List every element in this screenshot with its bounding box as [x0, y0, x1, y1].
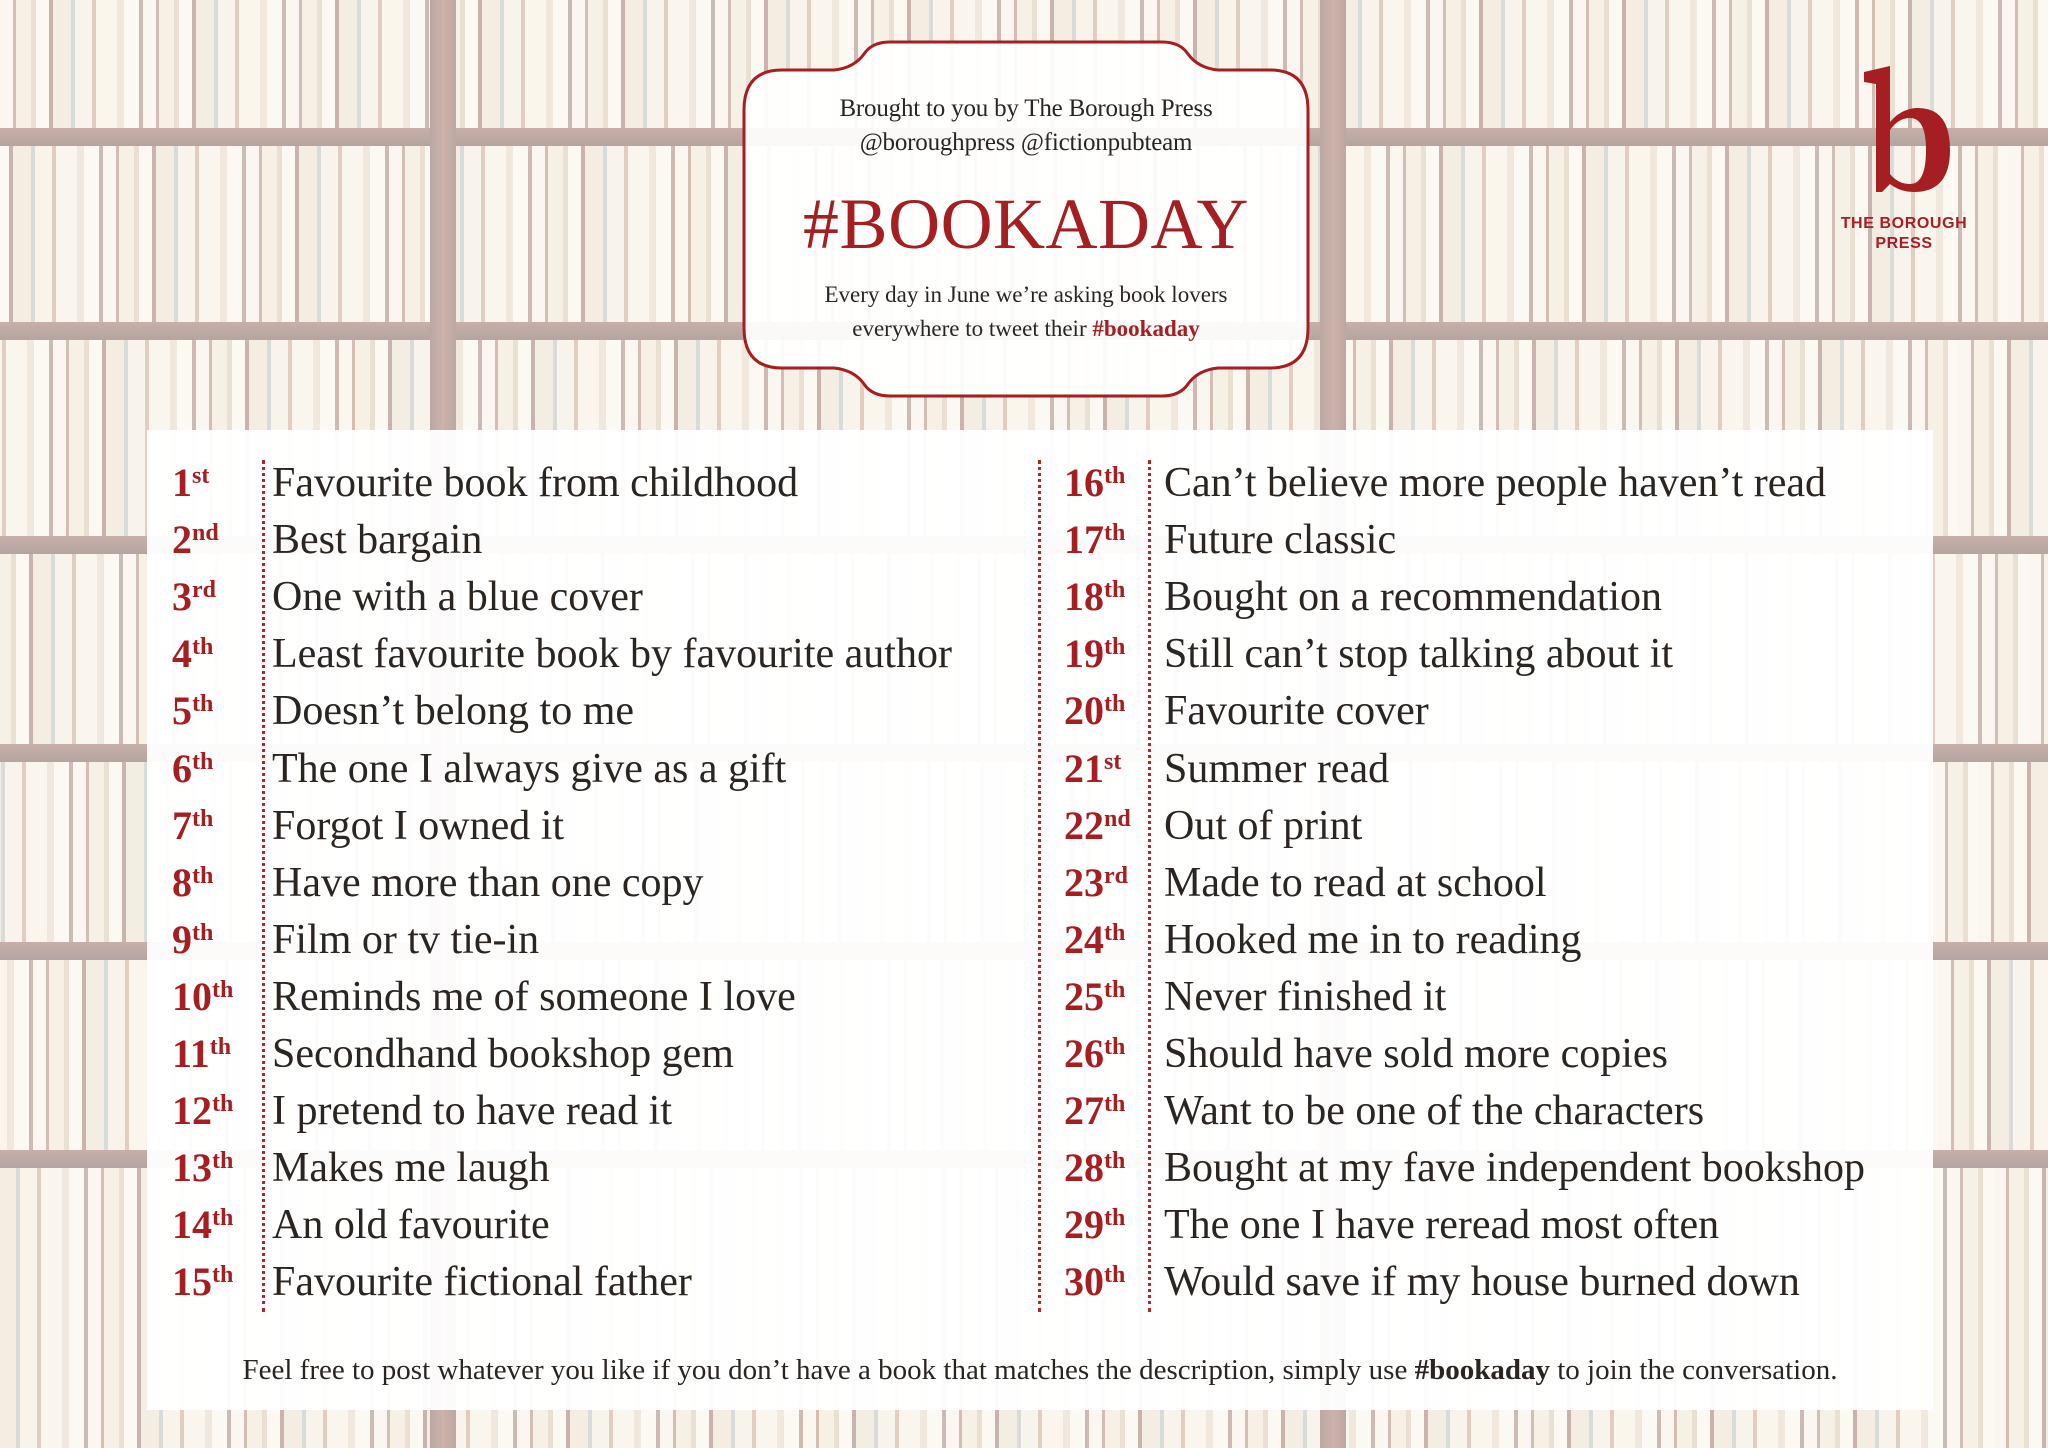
day-number [1064, 1257, 1142, 1307]
day-prompt: Never finished it [1164, 974, 1447, 1020]
day-number-value: 14 [172, 1202, 212, 1247]
day-prompt: Summer read [1164, 746, 1390, 792]
byline-publisher: Brought to you by The Borough Press [839, 95, 1213, 122]
day-number [1064, 858, 1142, 908]
dotted-divider-right [1148, 460, 1151, 1312]
day-number [172, 629, 250, 679]
day-number-suffix: th [212, 1148, 234, 1174]
day-number-suffix: th [1104, 1262, 1126, 1288]
day-number-suffix: th [1104, 1205, 1126, 1231]
day-number-suffix: st [192, 463, 210, 489]
day-prompt: The one I always give as a gift [272, 746, 787, 792]
day-number [172, 801, 250, 851]
day-number-value: 2 [172, 517, 192, 562]
day-prompt: Favourite book from childhood [272, 460, 799, 506]
byline-handles: @boroughpress @fictionpubteam [859, 129, 1193, 156]
day-number-value: 10 [172, 974, 212, 1019]
day-number-value: 25 [1064, 974, 1104, 1019]
day-number [1064, 686, 1142, 736]
day-number-value: 15 [172, 1259, 212, 1304]
day-prompt: Should have sold more copies [1164, 1031, 1668, 1077]
logo-b-mark [1854, 66, 1954, 196]
day-number-value: 8 [172, 860, 192, 905]
day-number-suffix: th [192, 920, 214, 946]
day-number [1064, 1086, 1142, 1136]
day-prompt: Future classic [1164, 517, 1397, 563]
header-plaque [740, 38, 1312, 400]
day-number-value: 7 [172, 803, 192, 848]
day-number [172, 744, 250, 794]
day-number-suffix: th [1104, 1091, 1126, 1117]
day-number-value: 13 [172, 1145, 212, 1190]
day-prompt: Want to be one of the characters [1164, 1088, 1705, 1134]
day-number [172, 1143, 250, 1193]
day-number-value: 18 [1064, 574, 1104, 619]
day-prompt: Made to read at school [1164, 860, 1547, 906]
day-prompt: Reminds me of someone I love [272, 974, 796, 1020]
day-number-suffix: th [1104, 1148, 1126, 1174]
intro-line-2 [740, 312, 1312, 346]
day-number-value: 19 [1064, 631, 1104, 676]
logo-name-line-2: PRESS [1875, 235, 1933, 252]
day-prompt: One with a blue cover [272, 574, 643, 620]
day-number [1064, 1029, 1142, 1079]
day-number [1064, 458, 1142, 508]
dotted-divider-left [262, 460, 265, 1312]
day-number-suffix: th [192, 749, 214, 775]
intro-line-1: Every day in June we’re asking book lovers [824, 282, 1228, 307]
day-number [172, 1200, 250, 1250]
footer-text-after: to join the conversation. [1557, 1354, 1838, 1386]
day-prompt: Doesn’t belong to me [272, 688, 635, 734]
day-number-suffix: rd [192, 577, 216, 603]
day-number-value: 1 [172, 460, 192, 505]
day-prompt: I pretend to have read it [272, 1088, 672, 1134]
day-number-value: 24 [1064, 917, 1104, 962]
day-prompt: The one I have reread most often [1164, 1202, 1720, 1248]
day-number [172, 915, 250, 965]
day-prompt: Still can’t stop talking about it [1164, 631, 1674, 677]
day-number-value: 22 [1064, 803, 1104, 848]
day-prompt: An old favourite [272, 1202, 550, 1248]
day-number [1064, 629, 1142, 679]
day-number-suffix: th [1104, 520, 1126, 546]
day-number-value: 6 [172, 746, 192, 791]
day-prompt: Film or tv tie-in [272, 917, 540, 963]
day-number-suffix: th [192, 806, 214, 832]
day-number [172, 572, 250, 622]
day-prompt: Favourite fictional father [272, 1259, 692, 1305]
day-prompt: Have more than one copy [272, 860, 704, 906]
day-number-suffix: th [192, 634, 214, 660]
day-number-value: 5 [172, 688, 192, 733]
day-number [172, 1257, 250, 1307]
day-prompt: Hooked me in to reading [1164, 917, 1582, 963]
day-number-value: 9 [172, 917, 192, 962]
day-number [172, 686, 250, 736]
day-prompt: Would save if my house burned down [1164, 1259, 1800, 1305]
day-number-suffix: th [209, 1034, 232, 1060]
day-number [172, 972, 250, 1022]
footer-note [147, 1350, 1933, 1390]
day-number-suffix: th [1104, 463, 1126, 489]
day-number [172, 1029, 250, 1079]
day-prompt: Bought on a recommendation [1164, 574, 1663, 620]
day-number-suffix: nd [192, 520, 219, 546]
dotted-divider-middle [1038, 460, 1041, 1312]
day-number-suffix: th [212, 977, 234, 1003]
day-number-value: 20 [1064, 688, 1104, 733]
day-number [172, 515, 250, 565]
day-number-value: 17 [1064, 517, 1104, 562]
day-number [1064, 801, 1142, 851]
day-number [1064, 744, 1142, 794]
day-number-suffix: th [212, 1091, 234, 1117]
day-number-suffix: th [1104, 634, 1126, 660]
day-number-suffix: th [192, 863, 214, 889]
day-prompt: Secondhand bookshop gem [272, 1031, 734, 1077]
day-number-value: 30 [1064, 1259, 1104, 1304]
publisher-logo [1832, 66, 1976, 256]
day-number [1064, 915, 1142, 965]
day-number-suffix: th [1104, 920, 1126, 946]
day-number-value: 11 [172, 1031, 210, 1076]
day-number-suffix: th [212, 1262, 234, 1288]
day-number-value: 3 [172, 574, 192, 619]
day-number-suffix: th [212, 1205, 234, 1231]
day-number-value: 27 [1064, 1088, 1104, 1133]
day-prompt: Forgot I owned it [272, 803, 565, 849]
day-number-suffix: th [192, 691, 214, 717]
day-number-value: 4 [172, 631, 192, 676]
day-number-suffix: th [1104, 1034, 1126, 1060]
day-prompt: Least favourite book by favourite author [272, 631, 952, 677]
intro-line-2-text: everywhere to tweet their [852, 316, 1087, 341]
footer-text-before: Feel free to post whatever you like if you don’t have a book that matches the description, simply use [242, 1354, 1408, 1386]
day-number [172, 1086, 250, 1136]
day-number-value: 21 [1064, 746, 1104, 791]
day-number [1064, 972, 1142, 1022]
day-number [1064, 515, 1142, 565]
day-number [1064, 572, 1142, 622]
day-number-suffix: th [1104, 977, 1126, 1003]
day-number [172, 458, 250, 508]
day-number-value: 12 [172, 1088, 212, 1133]
day-prompt: Favourite cover [1164, 688, 1429, 734]
day-number-suffix: th [1104, 691, 1126, 717]
day-prompt: Out of print [1164, 803, 1363, 849]
day-prompt: Can’t believe more people haven’t read [1164, 460, 1827, 506]
day-number [172, 858, 250, 908]
intro-hashtag: #bookaday [1092, 316, 1200, 341]
day-number-value: 16 [1064, 460, 1104, 505]
page-title: #BOOKADAY [803, 184, 1249, 264]
day-number-suffix: rd [1104, 863, 1128, 889]
day-number-suffix: nd [1104, 806, 1131, 832]
day-number [1064, 1143, 1142, 1193]
logo-name-line-1: THE BOROUGH [1840, 215, 1968, 232]
day-number-value: 23 [1064, 860, 1104, 905]
footer-hashtag: #bookaday [1414, 1354, 1550, 1386]
day-prompt: Makes me laugh [272, 1145, 550, 1191]
day-prompt: Best bargain [272, 517, 483, 563]
day-number-value: 29 [1064, 1202, 1104, 1247]
day-prompt: Bought at my fave independent bookshop [1164, 1145, 1866, 1191]
day-number [1064, 1200, 1142, 1250]
day-number-value: 28 [1064, 1145, 1104, 1190]
day-number-suffix: th [1104, 577, 1126, 603]
day-number-suffix: st [1104, 749, 1122, 775]
day-number-value: 26 [1064, 1031, 1104, 1076]
